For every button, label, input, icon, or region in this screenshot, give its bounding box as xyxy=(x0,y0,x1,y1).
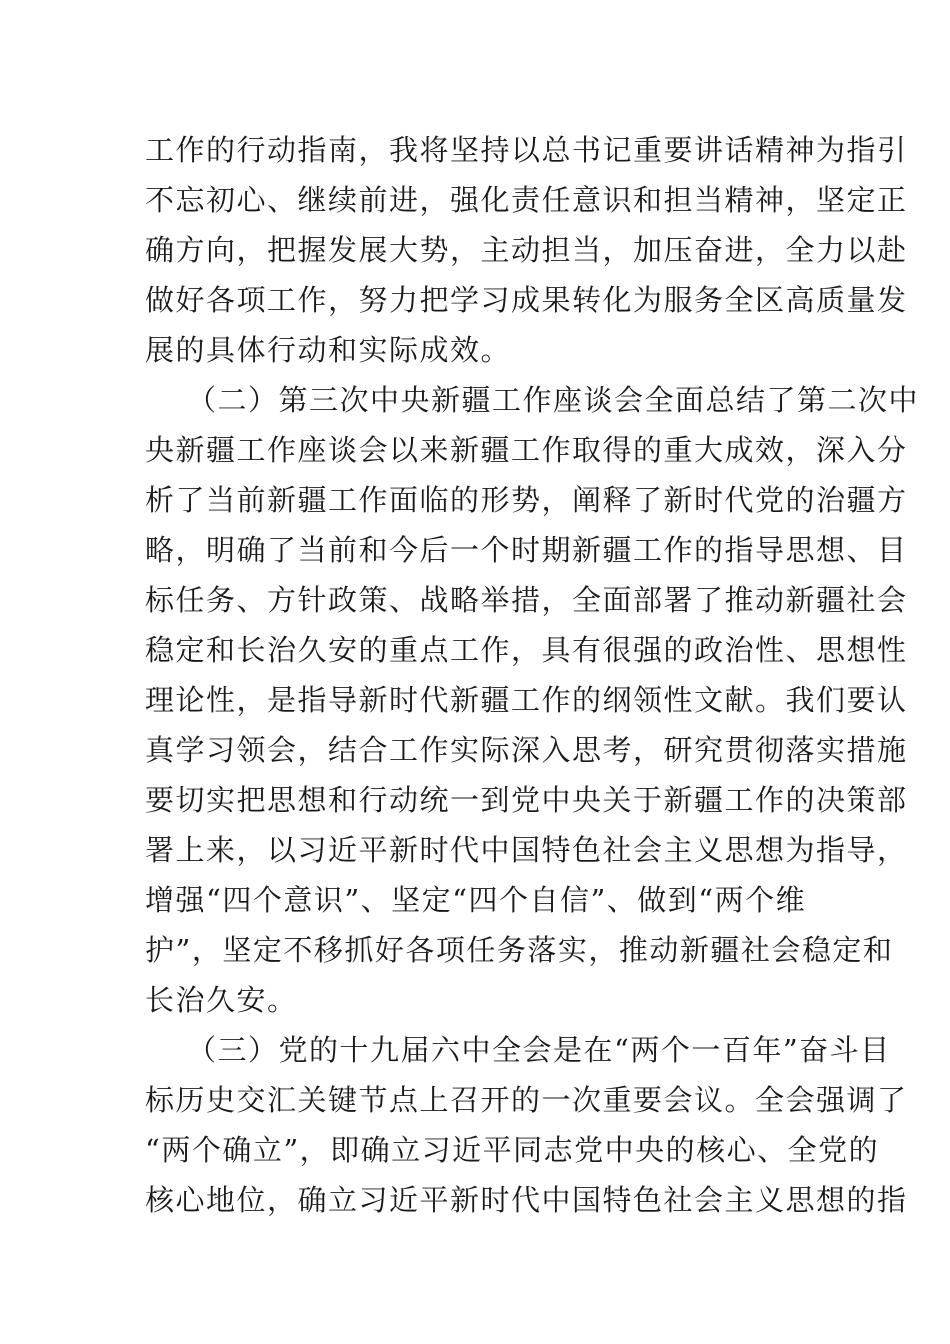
text-line: 央新疆工作座谈会以来新疆工作取得的重大成效，深入分 xyxy=(145,433,908,467)
text-line: 长治久安。 xyxy=(145,983,298,1017)
text-line: 护”，坚定不移抓好各项任务落实，推动新疆社会稳定和 xyxy=(145,933,894,967)
text-line: （二）第三次中央新疆工作座谈会全面总结了第二次中 xyxy=(187,383,920,417)
text-line: 核心地位，确立习近平新时代中国特色社会主义思想的指 xyxy=(145,1183,908,1217)
text-line: 标任务、方针政策、战略举措，全面部署了推动新疆社会 xyxy=(145,583,908,617)
text-line: 不忘初心、继续前进，强化责任意识和担当精神，坚定正 xyxy=(145,183,908,217)
text-line: （三）党的十九届六中全会是在“两个一百年”奋斗目 xyxy=(187,1033,891,1067)
text-line: 署上来，以习近平新时代中国特色社会主义思想为指导， xyxy=(145,833,908,867)
text-line: “两个确立”，即确立习近平同志党中央的核心、全党的 xyxy=(145,1133,880,1167)
text-line: 确方向，把握发展大势，主动担当，加压奋进，全力以赴 xyxy=(145,233,908,267)
text-line: 稳定和长治久安的重点工作，具有很强的政治性、思想性 xyxy=(145,633,908,667)
text-line: 标历史交汇关键节点上召开的一次重要会议。全会强调了 xyxy=(145,1083,908,1117)
text-line: 工作的行动指南，我将坚持以总书记重要讲话精神为指引 xyxy=(145,133,908,167)
text-line: 略，明确了当前和今后一个时期新疆工作的指导思想、目 xyxy=(145,533,908,567)
text-line: 增强“四个意识”、坚定“四个自信”、做到“两个维 xyxy=(145,883,807,917)
text-line: 析了当前新疆工作面临的形势，阐释了新时代党的治疆方 xyxy=(145,483,908,517)
text-line: 理论性，是指导新时代新疆工作的纲领性文献。我们要认 xyxy=(145,683,908,717)
text-line: 展的具体行动和实际成效。 xyxy=(145,333,512,367)
text-line: 真学习领会，结合工作实际深入思考，研究贯彻落实措施 xyxy=(145,733,908,767)
text-line: 要切实把思想和行动统一到党中央关于新疆工作的决策部 xyxy=(145,783,908,817)
text-line: 做好各项工作，努力把学习成果转化为服务全区高质量发 xyxy=(145,283,908,317)
